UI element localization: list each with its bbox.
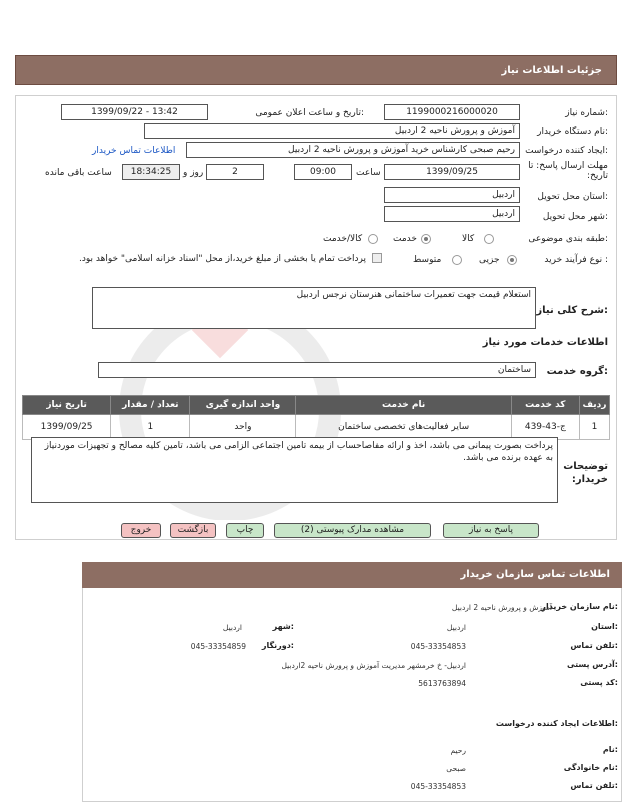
notes-field: پرداخت بصورت پیمانی می باشد، اخذ و ارائه مفاصاحساب از بیمه تامین اجتماعی الزامی می باشد، تامین کلیه مصالح و تجهیزات موردنیاز به عهده برنده می باشد. [31,437,558,503]
category-goods-label: کالا [462,234,475,244]
cell-qty: 1 [111,415,190,440]
creator-info-title: اطلاعات ایجاد کننده درخواست: [495,719,618,728]
announce-label: تاریخ و ساعت اعلان عمومی: [255,108,364,118]
print-button[interactable]: چاپ [226,523,264,538]
contact-header [82,562,622,588]
col-qty: تعداد / مقدار [111,396,190,415]
province-label: استان محل تحویل: [537,192,608,202]
category-goods-service-radio[interactable] [368,234,378,244]
services-table [22,395,610,440]
col-name: نام خدمت [296,396,511,415]
creator-phone-label: تلفن تماس: [570,781,618,790]
family-value: صبحی [446,764,466,773]
attachments-button[interactable]: مشاهده مدارک پیوستی (2) [274,523,431,538]
city-field: اردبیل [384,206,520,222]
city-label-contact: شهر: [272,622,294,631]
table-row [23,415,610,440]
process-minor-label: جزیی [479,255,500,265]
address-value: اردبیل- خ خرمشهر مدیریت آموزش و پرورش ناحیه 2اردبیل [281,661,466,670]
buyer-label: نام دستگاه خریدار: [537,127,608,137]
cell-code: ج-43-439 [511,415,579,440]
services-section-title: اطلاعات خدمات مورد نیاز [482,337,608,348]
remaining-field: 18:34:25 [122,164,180,180]
deadline-time-field: 09:00 [294,164,352,180]
days-field: 2 [206,164,264,180]
deadline-label: مهلت ارسال پاسخ: تا تاریخ: [528,161,608,181]
address-label: آدرس پستی: [567,660,618,669]
city-value-contact: اردبیل [222,623,242,632]
process-label: نوع فرآیند خرید : [544,255,608,265]
name-label: نام: [602,745,618,754]
category-label: طبقه بندی موضوعی: [528,234,608,244]
summary-field: استعلام قیمت جهت تعمیرات ساختمانی هنرستان نرجس اردبیل [92,287,536,329]
province-field: اردبیل [384,187,520,203]
contact-title: اطلاعات تماس سازمان خریدار [460,569,610,580]
remaining-label: ساعت باقی مانده [45,168,112,178]
service-group-field: ساختمان [98,362,536,378]
cell-name: سایر فعالیت‌های تخصصی ساختمان [296,415,511,440]
process-medium-label: متوسط [413,255,442,265]
creator-phone-value: 045-33354853 [410,782,466,791]
fax-label: دورنگار: [261,641,294,650]
exit-button[interactable]: خروج [121,523,161,538]
summary-label: شرح کلی نیاز: [536,305,608,316]
process-minor-radio[interactable] [507,255,517,265]
phone-value: 045-33354853 [410,642,466,651]
payment-note: پرداخت تمام یا بخشی از مبلغ خرید،از محل "اسناد خزانه اسلامی" خواهد بود. [78,254,366,264]
fax-value: 045-33354859 [190,642,246,651]
city-label: شهر محل تحویل: [542,212,608,222]
phone-label: تلفن تماس: [570,641,618,650]
need-no-field: 1199000216000020 [384,104,520,120]
col-unit: واحد اندازه گیری [190,396,296,415]
process-medium-radio[interactable] [452,255,462,265]
notes-label: توضیحات خریدار: [563,461,608,485]
reply-button[interactable]: پاسخ به نیاز [443,523,539,538]
creator-label: ایجاد کننده درخواست: [525,146,608,156]
name-value: رحیم [450,746,466,755]
cell-unit: واحد [190,415,296,440]
family-label: نام خانوادگی: [563,763,618,772]
buyer-contact-link[interactable]: اطلاعات تماس خریدار [92,146,176,156]
category-service-radio[interactable] [421,234,431,244]
page-title: جزئیات اطلاعات نیاز [501,65,602,76]
page-header [15,55,617,85]
category-goods-service-label: کالا/خدمت [323,234,363,244]
col-row: ردیف [579,396,609,415]
days-label: روز و [183,168,204,178]
col-date: تاریخ نیاز [23,396,111,415]
contact-panel [82,562,622,802]
announce-field: 1399/09/22 - 13:42 [61,104,208,120]
service-group-label: گروه خدمت: [546,366,608,377]
postal-label: کد پستی: [580,678,618,687]
postal-value: 5613763894 [418,679,466,688]
buyer-field: آموزش و پرورش ناحیه 2 اردبیل [144,123,520,139]
prov-value: اردبیل [446,623,466,632]
org-value: آموزش و پرورش ناحیه 2 اردبیل [451,603,552,612]
back-button[interactable]: بازگشت [170,523,216,538]
cell-row: 1 [579,415,609,440]
need-no-label: شماره نیاز: [565,108,608,118]
category-service-label: خدمت [393,234,417,244]
col-code: کد خدمت [511,396,579,415]
cell-date: 1399/09/25 [23,415,111,440]
time-label: ساعت [356,168,381,178]
treasury-checkbox[interactable] [372,253,382,263]
prov-label: استان: [591,622,618,631]
category-goods-radio[interactable] [484,234,494,244]
creator-field: رحیم صبحی کارشناس خرید آموزش و پرورش ناحیه 2 اردبیل [186,142,520,158]
deadline-date-field: 1399/09/25 [384,164,520,180]
org-label: نام سازمان خریدار: [541,602,618,611]
